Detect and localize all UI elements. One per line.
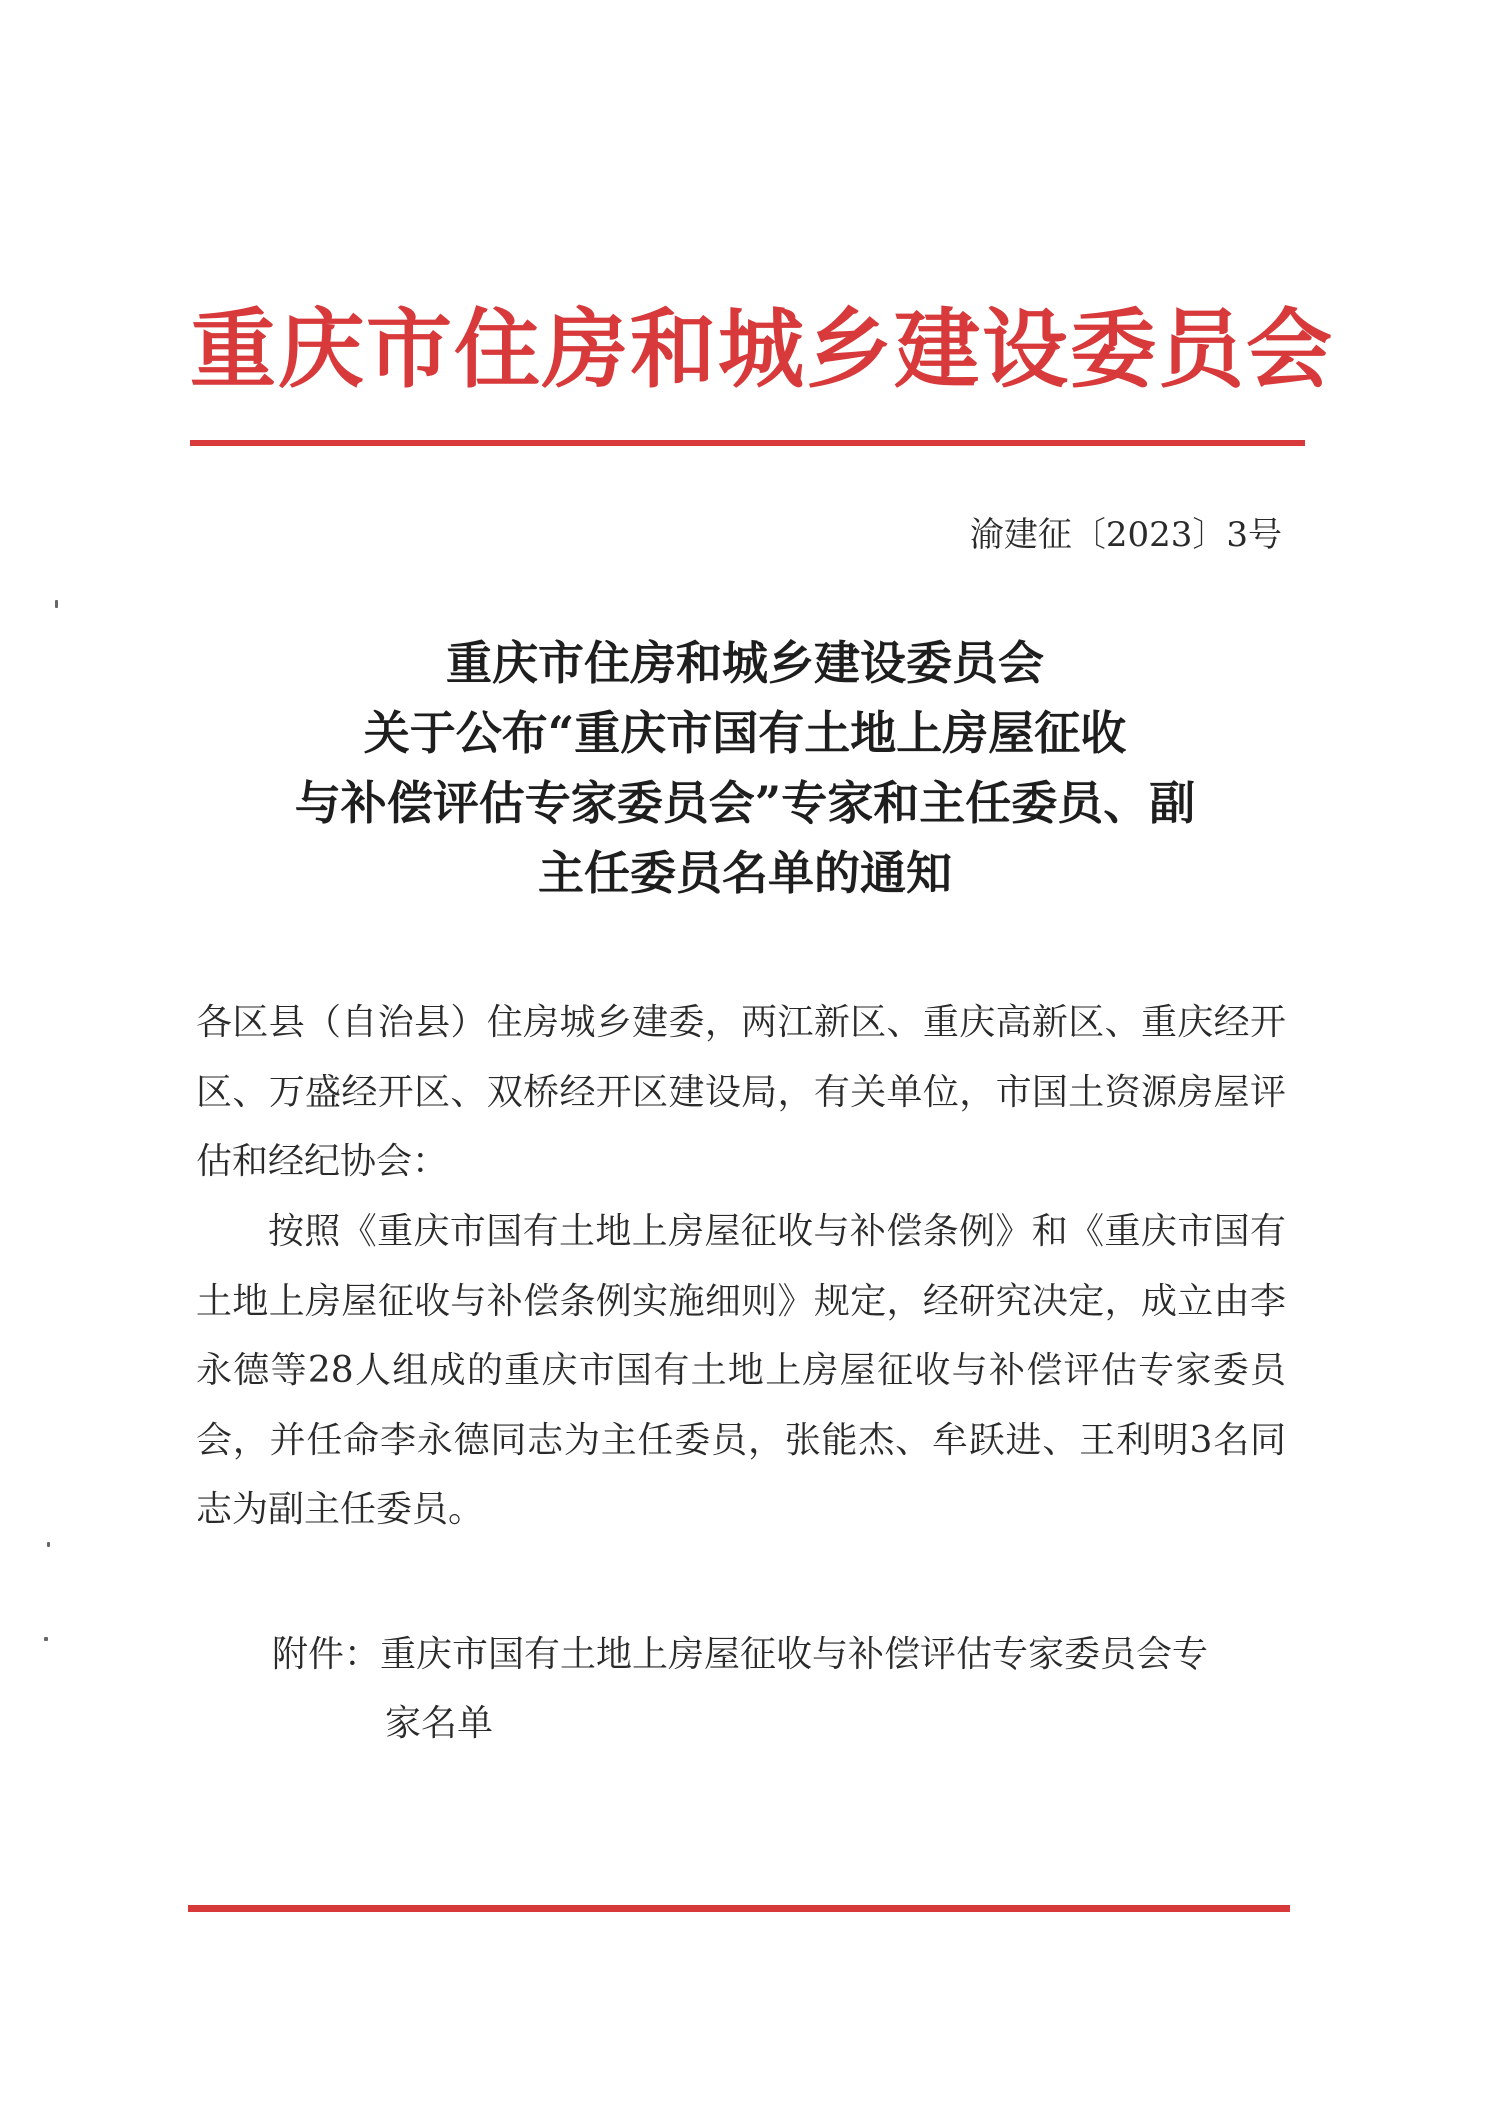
masthead-red-rule [190,440,1305,446]
footer-red-rule [188,1905,1290,1912]
document-number: 渝建征〔2023〕3号 [969,515,1282,555]
scan-speck [44,1637,48,1641]
addressee-paragraph: 各区县（自治县）住房城乡建委，两江新区、重庆高新区、重庆经开区、万盛经开区、双桥经开区建设局，有关单位，市国土资源房屋评估和经纪协会： [196,1002,1286,1182]
attachment-note [272,1620,1286,1758]
attachment-text-continued: 家名单 [385,1703,494,1744]
title-line: 关于公布“重庆市国有土地上房屋征收 [363,706,1127,760]
masthead-title: 重庆市住房和城乡建设委员会 [190,300,1334,400]
document-title [185,628,1305,908]
title-line: 重庆市住房和城乡建设委员会 [446,636,1044,690]
body-paragraph: 按照《重庆市国有土地上房屋征收与补偿条例》和《重庆市国有土地上房屋征收与补偿条例实施细则》规定，经研究决定，成立由李永德等28人组成的重庆市国有土地上房屋征收与补偿评估专家委员会，并任命李永德同志为主任委员，张能杰、牟跃进、王利明3名同志为副主任委员。 [196,1211,1286,1530]
title-line: 与补偿评估专家委员会”专家和主任委员、副 [294,776,1196,830]
title-line: 主任委员名单的通知 [538,846,952,900]
scan-speck [47,1542,50,1547]
attachment-text: 重庆市国有土地上房屋征收与补偿评估专家委员会专 [380,1634,1209,1675]
scan-speck [55,600,58,608]
attachment-label: 附件： [272,1634,381,1675]
